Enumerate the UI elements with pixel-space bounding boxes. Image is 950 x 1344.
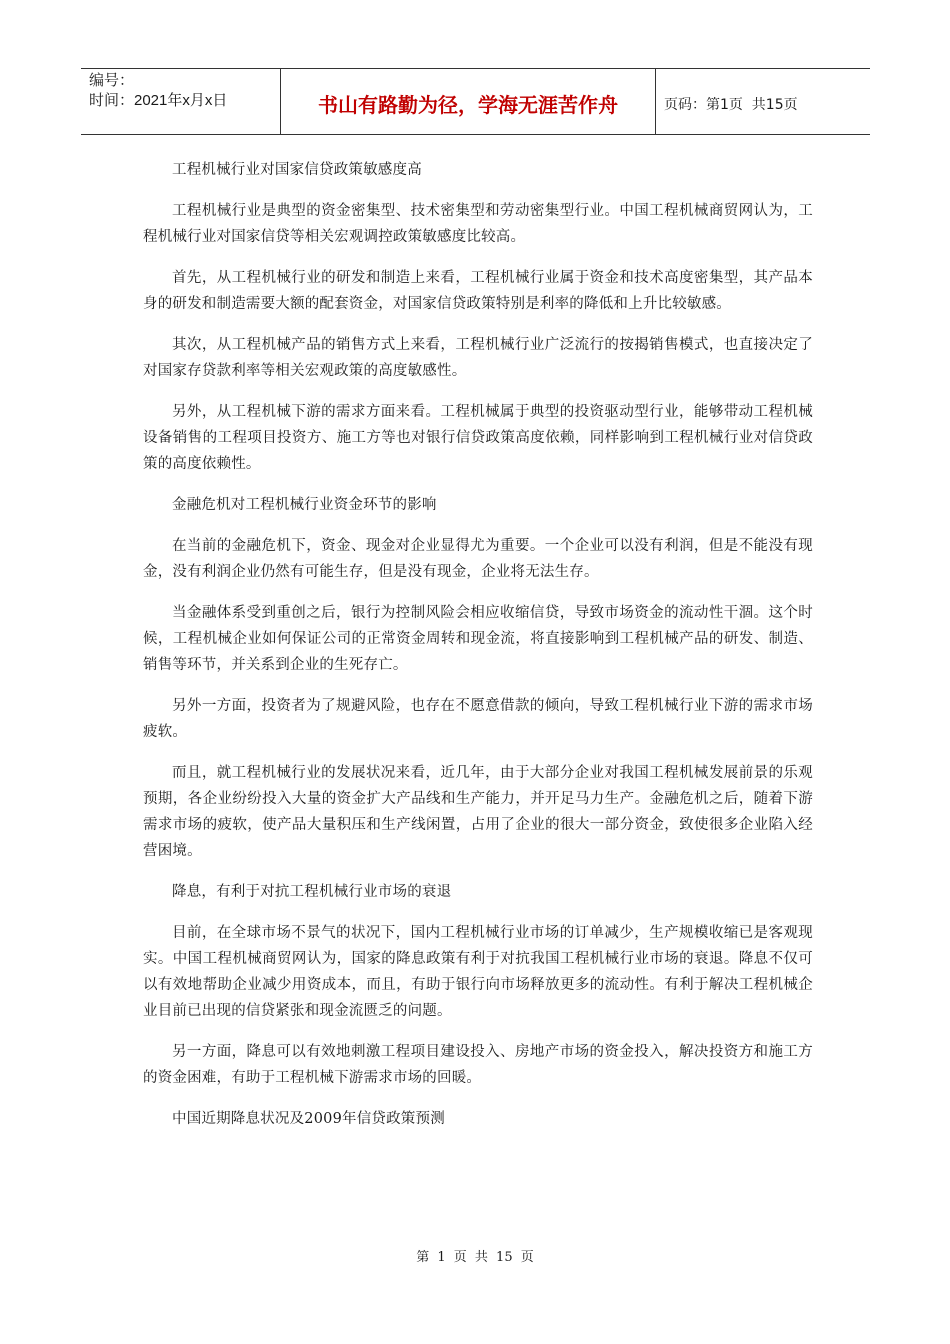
page-code: 页码：第1页 共15页: [664, 96, 798, 113]
body-paragraph: 另一方面，降息可以有效地刺激工程项目建设投入、房地产市场的资金投入，解决投资方和施工方的资金困难，有助于工程机械下游需求市场的回暖。: [143, 1044, 813, 1086]
body-paragraph: 首先，从工程机械行业的研发和制造上来看，工程机械行业属于资金和技术高度密集型，其产品本身的研发和制造需要大额的配套资金，对国家信贷政策特别是利率的降低和上升比较敏感。: [143, 270, 813, 312]
header-page-cell: [656, 69, 870, 134]
body-paragraph: 当金融体系受到重创之后，银行为控制风险会相应收缩信贷，导致市场资金的流动性干涸。这个时候，工程机械企业如何保证公司的正常资金周转和现金流，将直接影响到工程机械产品的研发、制造、销售等环节，并关系到企业的生死存亡。: [143, 605, 813, 673]
section-heading: 金融危机对工程机械行业资金环节的影响: [172, 497, 437, 513]
body-paragraph: 工程机械行业是典型的资金密集型、技术密集型和劳动密集型行业。中国工程机械商贸网认为，工程机械行业对国家信贷等相关宏观调控政策敏感度比较高。: [143, 203, 813, 245]
document-body: [143, 157, 813, 1147]
section-heading: 工程机械行业对国家信贷政策敏感度高: [172, 162, 422, 178]
page-indicator: 第 1 页 共 15 页: [416, 1250, 534, 1265]
body-paragraph: 另外一方面，投资者为了规避风险，也存在不愿意借款的倾向，导致工程机械行业下游的需求市场疲软。: [143, 698, 813, 740]
body-paragraph: 在当前的金融危机下，资金、现金对企业显得尤为重要。一个企业可以没有利润，但是不能没有现金，没有利润企业仍然有可能生存，但是没有现金，企业将无法生存。: [143, 538, 813, 580]
section-heading: 中国近期降息状况及2009年信贷政策预测: [172, 1111, 445, 1127]
motto-text: 书山有路勤为径，学海无涯苦作舟: [318, 93, 618, 117]
header-motto-cell: [281, 69, 656, 134]
header-table: [81, 68, 870, 135]
time-label: 时间：2021年x月x日: [89, 92, 228, 109]
body-paragraph: 另外，从工程机械下游的需求方面来看。工程机械属于典型的投资驱动型行业，能够带动工程机械设备销售的工程项目投资方、施工方等也对银行信贷政策高度依赖，同样影响到工程机械行业对信贷政策的高度依赖性。: [143, 404, 813, 472]
body-paragraph: 而且，就工程机械行业的发展状况来看，近几年，由于大部分企业对我国工程机械发展前景的乐观预期，各企业纷纷投入大量的资金扩大产品线和生产能力，并开足马力生产。金融危机之后，随着下游需求市场的疲软，使产品大量积压和生产线闲置，占用了企业的很大一部分资金，致使很多企业陷入经营困境。: [143, 765, 813, 859]
page-footer: [0, 1246, 950, 1265]
body-paragraph: 其次，从工程机械产品的销售方式上来看，工程机械行业广泛流行的按揭销售模式，也直接决定了对国家存贷款利率等相关宏观政策的高度敏感性。: [143, 337, 813, 379]
header-meta-cell: [81, 69, 281, 134]
number-label: 编号：: [89, 72, 135, 89]
section-heading: 降息，有利于对抗工程机械行业市场的衰退: [172, 884, 452, 900]
body-paragraph: 目前，在全球市场不景气的状况下，国内工程机械行业市场的订单减少，生产规模收缩已是客观现实。中国工程机械商贸网认为，国家的降息政策有利于对抗我国工程机械行业市场的衰退。降息不仅可以有效地帮助企业减少用资成本，而且，有助于银行向市场释放更多的流动性。有利于解决工程机械企业目前已出现的信贷紧张和现金流匮乏的问题。: [143, 925, 813, 1019]
